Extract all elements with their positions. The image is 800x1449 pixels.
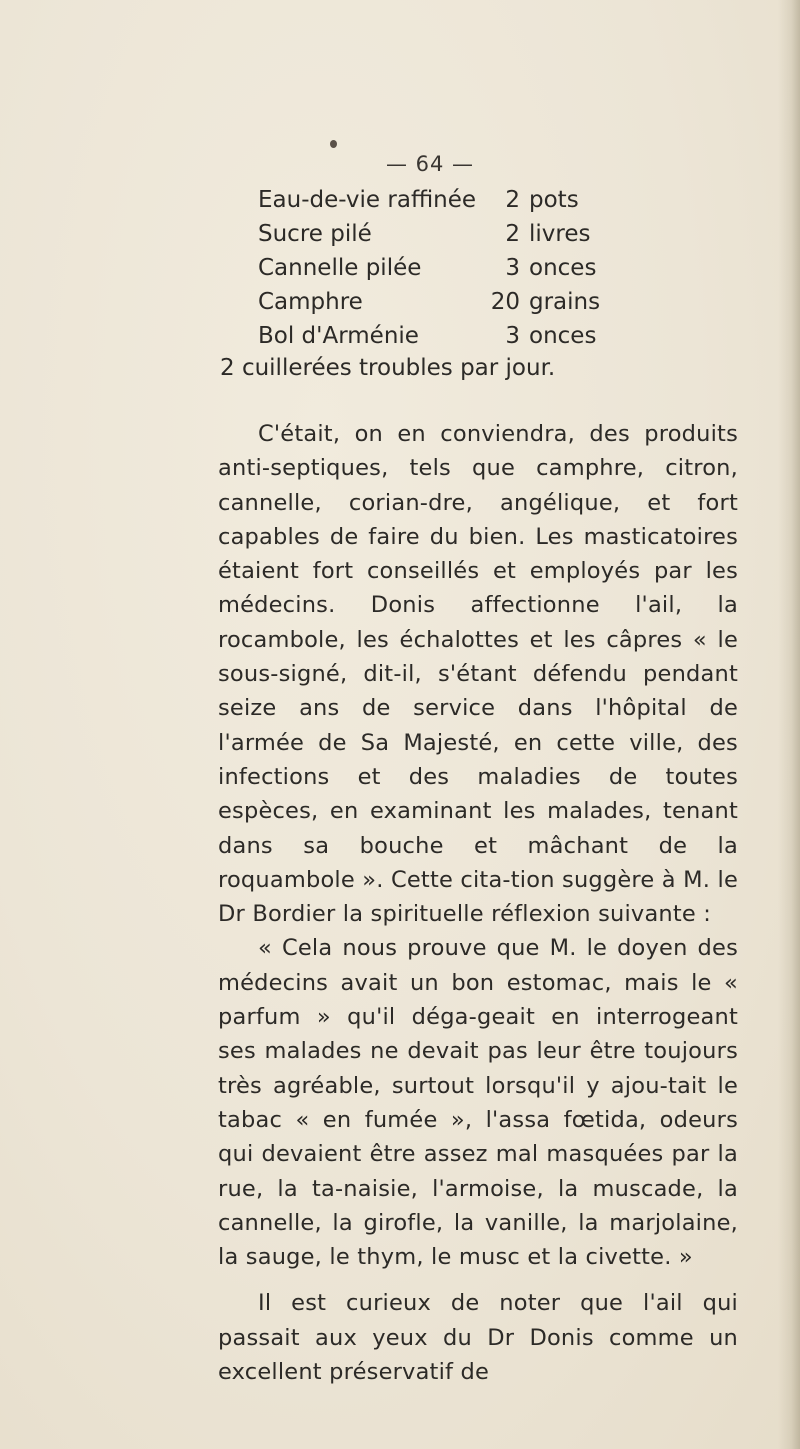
paragraph: « Cela nous prouve que M. le doyen des médecins avait un bon estomac, mais le « parfum » qu'il déga-geait en interrogeant ses malades ne devait pas leur être toujours très agréable, surtout lorsqu'il y ajou-tait le tabac « en fumée », l'assa fœtida, odeurs qui devaient être assez mal masquées par la rue, la ta-naisie, l'armoise, la muscade, la cannelle, la girofle, la vanille, la marjolaine, la sauge, le thym, le musc et la civette. »: [218, 935, 738, 1271]
ingredient-unit: grains: [529, 289, 601, 315]
paragraph: C'était, on en conviendra, des produits anti-septiques, tels que camphre, citron, cannelle, corian-dre, angélique, et fort capables de faire du bien. Les masticatoires étaient fort conseillés et employés par les médecins. Donis affectionne l'ail, la rocambole, les échalottes et les câpres « le sous-signé, dit-il, s'étant défendu pendant seize ans de service dans l'hôpital de l'armée de Sa Majesté, en cette ville, des infections et des maladies de toutes espèces, en examinant les malades, tenant dans sa bouche et mâchant de la roquambole ». Cette cita-tion suggère à M. le Dr Bordier la spirituelle réflexion suivante :: [218, 421, 738, 928]
recipe-row: [258, 319, 600, 353]
recipe-row: [258, 217, 600, 251]
page-edge-shadow: [778, 0, 800, 1449]
ingredient-unit: pots: [529, 187, 579, 213]
recipe-row: [258, 183, 600, 217]
ingredient-quantity: 3: [505, 323, 520, 349]
page-number: — 64 —: [385, 152, 475, 176]
ingredient-quantity: 20: [490, 289, 520, 315]
ingredient-quantity: 3: [505, 255, 520, 281]
body-text: [218, 417, 738, 1389]
ingredient-name: Cannelle pilée: [258, 255, 422, 281]
recipe-row: [258, 251, 600, 285]
recipe-list: [258, 183, 600, 353]
recipe-row: [258, 285, 600, 319]
ink-spot: [330, 140, 337, 148]
ingredient-unit: onces: [529, 255, 597, 281]
paragraph: Il est curieux de noter que l'ail qui passait aux yeux du Dr Donis comme un excellent préservatif de: [218, 1290, 738, 1386]
ingredient-name: Camphre: [258, 289, 363, 315]
ingredient-unit: onces: [529, 323, 597, 349]
ingredient-name: Sucre pilé: [258, 221, 372, 247]
ingredient-name: Bol d'Arménie: [258, 323, 419, 349]
dosage-line: 2 cuillerées troubles par jour.: [220, 355, 556, 381]
ingredient-quantity: 2: [505, 221, 520, 247]
ingredient-unit: livres: [529, 221, 591, 247]
ingredient-quantity: 2: [505, 187, 520, 213]
ingredient-name: Eau-de-vie raffinée: [258, 187, 477, 213]
